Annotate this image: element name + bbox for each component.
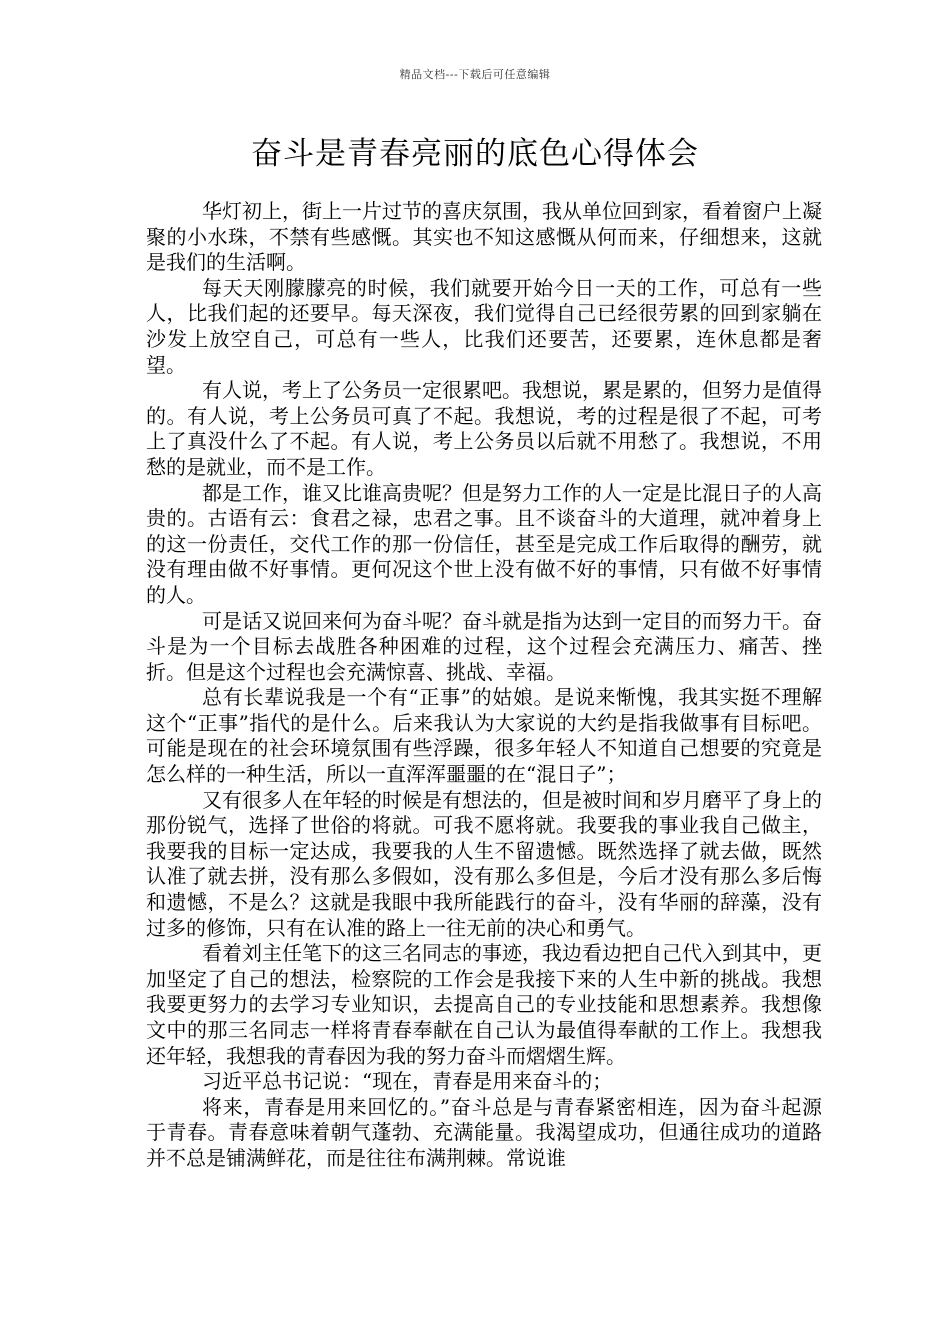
paragraph: 将来，青春是用来回忆的。”奋斗总是与青春紧密相连，因为奋斗起源于青春。青春意味着朝气蓬勃、充满能量。我渴望成功，但通往成功的道路并不总是铺满鲜花，而是往往布满荆棘。常说谁 <box>146 1094 822 1170</box>
paragraph: 又有很多人在年轻的时候是有想法的，但是被时间和岁月磨平了身上的那份锐气，选择了世俗的将就。可我不愿将就。我要我的事业我自己做主，我要我的目标一定达成，我要我的人生不留遗憾。既然选择了就去做，既然认准了就去拼，没有那么多假如，没有那么多但是，今后才没有那么多后悔和遗憾，不是么？这就是我眼中我所能践行的奋斗，没有华丽的辞藻，没有过多的修饰，只有在认准的路上一往无前的决心和勇气。 <box>146 787 822 940</box>
paragraph: 有人说，考上了公务员一定很累吧。我想说，累是累的，但努力是值得的。有人说，考上公务员可真了不起。我想说，考的过程是很了不起，可考上了真没什么了不起。有人说，考上公务员以后就不用愁了。我想说，不用愁的是就业，而不是工作。 <box>146 378 822 479</box>
paragraph: 华灯初上，街上一片过节的喜庆氛围，我从单位回到家，看着窗户上凝聚的小水珠，不禁有些感慨。其实也不知这感慨从何而来，仔细想来，这就是我们的生活啊。 <box>146 199 822 275</box>
document-body <box>146 199 822 1172</box>
page-header-note: 精品文档---下载后可任意编辑 <box>399 68 551 81</box>
paragraph: 看着刘主任笔下的这三名同志的事迹，我边看边把自己代入到其中，更加坚定了自己的想法，检察院的工作会是我接下来的人生中新的挑战。我想我要更努力的去学习专业知识，去提高自己的专业技能和思想素养。我想像文中的那三名同志一样将青春奉献在自己认为最值得奉献的工作上。我想我还年轻，我想我的青春因为我的努力奋斗而熠熠生辉。 <box>146 941 822 1068</box>
paragraph: 都是工作，谁又比谁高贵呢？但是努力工作的人一定是比混日子的人高贵的。古语有云：食君之禄，忠君之事。且不谈奋斗的大道理，就冲着身上的这一份责任，交代工作的那一份信任，甚至是完成工作后取得的酬劳，就没有理由做不好事情。更何况这个世上没有做不好的事情，只有做不好事情的人。 <box>146 480 822 607</box>
paragraph: 可是话又说回来何为奋斗呢？奋斗就是指为达到一定目的而努力干。奋斗是为一个目标去战胜各种困难的过程，这个过程会充满压力、痛苦、挫折。但是这个过程也会充满惊喜、挑战、幸福。 <box>146 608 822 684</box>
paragraph: 总有长辈说我是一个有“正事”的姑娘。是说来惭愧，我其实挺不理解这个“正事”指代的是什么。后来我认为大家说的大约是指我做事有目标吧。可能是现在的社会环境氛围有些浮躁，很多年轻人不知道自己想要的究竟是怎么样的一种生活，所以一直浑浑噩噩的在“混日子”； <box>146 685 822 787</box>
paragraph: 每天天刚朦朦亮的时候，我们就要开始今日一天的工作，可总有一些人，比我们起的还要早。每天深夜，我们觉得自己已经很劳累的回到家躺在沙发上放空自己，可总有一些人，比我们还要苦，还要累，连休息都是奢望。 <box>146 275 822 377</box>
document-title: 奋斗是青春亮丽的底色心得体会 <box>251 136 699 172</box>
paragraph: 习近平总书记说：“现在，青春是用来奋斗的； <box>202 1069 613 1094</box>
